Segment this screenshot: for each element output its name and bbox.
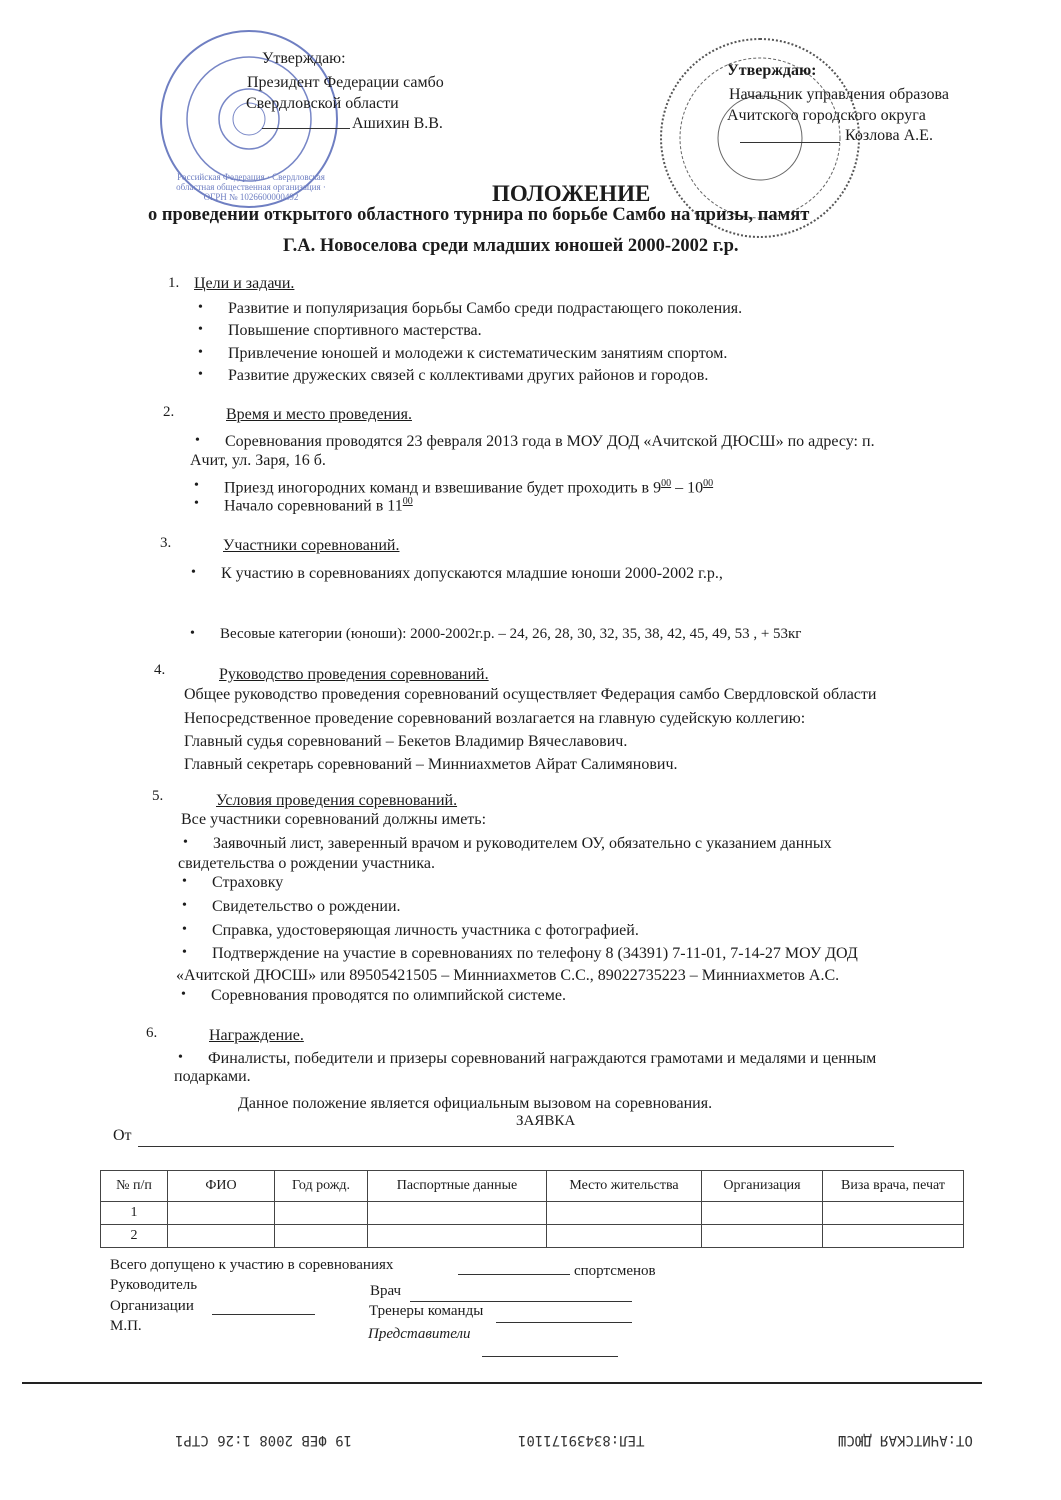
approve-right-line2: Начальник управления образова	[729, 86, 949, 103]
s5-item-5-cont: «Ачитской ДЮСШ» или 89505421505 – Минниахметов С.С., 89022735223 – Минниахметов А.С.	[176, 967, 840, 984]
application-table	[100, 1170, 964, 1248]
s2-item-2	[224, 478, 713, 497]
s2-item-2-text: Приезд иногородних команд и взвешивание будет проходить в 9	[224, 479, 662, 497]
total-admitted-line[interactable]	[458, 1274, 570, 1275]
s1-item-1: • Развитие и популяризация борьбы Самбо среди подрастающего поколения.	[228, 300, 742, 318]
section-5-heading: Условия проведения соревнований.	[216, 792, 458, 809]
document-subtitle-line1: о проведении открытого областного турнира по борьбе Самбо на призы, памят	[148, 205, 810, 225]
column-header: Место жительства	[547, 1171, 702, 1202]
federation-stamp-text: Российская Федерация · Свердловская областная общественная организация · ОГРН № 1026600000492	[176, 172, 326, 202]
column-header: ФИО	[168, 1171, 275, 1202]
signature-line-right	[740, 142, 840, 143]
s2-item-3	[224, 496, 413, 515]
s2-item-2-sup2: 00	[703, 478, 714, 489]
section-4-number: 4.	[154, 662, 166, 678]
form-from-line[interactable]	[138, 1146, 894, 1147]
fax-date: 19 ФЕВ 2008 1:26 СТР1	[175, 1432, 353, 1448]
s5-item-3: • Свидетельство о рождении.	[212, 898, 401, 916]
section-4-heading: Руководство проведения соревнований.	[219, 666, 489, 683]
table-row	[101, 1225, 964, 1248]
s5-item-5: • Подтверждение на участие в соревнованиях по телефону 8 (34391) 7-11-01, 7-14-27 МОУ ДОД	[212, 945, 858, 963]
s3-item-2: • Весовые категории (юноши): 2000-2002г.р. – 24, 26, 28, 30, 32, 35, 38, 42, 45, 49, 53 , + 53кг	[220, 626, 801, 643]
column-header: Год рожд.	[275, 1171, 368, 1202]
page-separator	[22, 1382, 982, 1384]
head-label: Руководитель	[110, 1277, 198, 1293]
doctor-label: Врач	[370, 1283, 402, 1299]
table-cell[interactable]	[368, 1202, 547, 1225]
s5-item-1: • Заявочный лист, заверенный врачом и руководителем ОУ, обязательно с указанием данных	[213, 835, 832, 853]
s4-line-3: Главный судья соревнований – Бекетов Владимир Вячеславович.	[184, 733, 628, 750]
total-admitted-label: Всего допущено к участию в соревнованиях	[110, 1257, 394, 1273]
section-1-number: 1.	[168, 275, 180, 291]
approve-right-line3: Ачитского городского округа	[727, 107, 926, 124]
fax-phone: ТЕЛ:83439171101	[518, 1432, 645, 1448]
s5-intro: Все участники соревнований должны иметь:	[181, 811, 487, 828]
form-from-label: От	[113, 1127, 132, 1144]
approve-left-line2: Президент Федерации самбо	[247, 74, 444, 91]
table-cell[interactable]	[275, 1202, 368, 1225]
table-cell[interactable]	[702, 1202, 823, 1225]
s2-item-1-cont: Ачит, ул. Заря, 16 б.	[190, 452, 326, 469]
column-header: Паспортные данные	[368, 1171, 547, 1202]
s2-item-3-text: Начало соревнований в 11	[224, 497, 403, 515]
total-admitted-suffix: спортсменов	[574, 1263, 656, 1279]
section-6-heading: Награждение.	[209, 1027, 304, 1044]
section-6-number: 6.	[146, 1025, 158, 1041]
s2-item-2-mid: – 10	[671, 479, 704, 497]
fax-sender: ОТ:АЧИТСКАЯ ДЮСШ	[838, 1432, 973, 1448]
table-cell[interactable]	[547, 1225, 702, 1248]
approve-left-line4: Ашихин В.В.	[352, 115, 443, 132]
s4-line-2: Непосредственное проведение соревнований возлагается на главную судейскую коллегию:	[184, 710, 806, 727]
section-2-heading: Время и место проведения.	[226, 406, 412, 423]
organization-label: Организации	[110, 1298, 194, 1314]
table-row	[101, 1202, 964, 1225]
column-header: Организация	[702, 1171, 823, 1202]
table-header-row	[101, 1171, 964, 1202]
table-cell[interactable]	[823, 1225, 964, 1248]
s5-item-4: • Справка, удостоверяющая личность участника с фотографией.	[212, 922, 639, 940]
table-cell[interactable]	[368, 1225, 547, 1248]
table-cell[interactable]	[168, 1202, 275, 1225]
s4-line-1: Общее руководство проведения соревнований осуществляет Федерация самбо Свердловской области	[184, 686, 877, 703]
official-call-text: Данное положение является официальным вызовом на соревнования.	[238, 1095, 713, 1112]
s1-item-2: • Повышение спортивного мастерства.	[228, 322, 482, 340]
document-title: ПОЛОЖЕНИЕ	[492, 181, 651, 206]
table-cell[interactable]	[823, 1202, 964, 1225]
column-header: № п/п	[101, 1171, 168, 1202]
s1-item-3: • Привлечение юношей и молодежи к систематическим занятиям спортом.	[228, 345, 727, 363]
s1-item-4: • Развитие дружеских связей с коллективами других районов и городов.	[228, 367, 708, 385]
document-subtitle-line2: Г.А. Новоселова среди младших юношей 2000-2002 г.р.	[283, 236, 739, 256]
row-number: 1	[101, 1202, 168, 1225]
s5-item-6: • Соревнования проводятся по олимпийской системе.	[211, 987, 566, 1005]
s3-item-1: • К участию в соревнованиях допускаются младшие юноши 2000-2002 г.р.,	[221, 565, 723, 583]
signature-line-left	[262, 128, 350, 129]
approve-right-line4: Козлова А.Е.	[845, 127, 933, 144]
organization-line[interactable]	[212, 1314, 315, 1315]
representatives-line[interactable]	[482, 1356, 618, 1357]
s2-item-1: • Соревнования проводятся 23 февраля 2013 года в МОУ ДОД «Ачитской ДЮСШ» по адресу: п.	[225, 433, 875, 451]
approve-left-line3: Свердловской области	[246, 95, 399, 112]
doctor-line[interactable]	[410, 1301, 632, 1302]
coaches-label: Тренеры команды	[369, 1303, 484, 1319]
section-3-heading: Участники соревнований.	[223, 537, 400, 554]
seal-label: М.П.	[110, 1318, 142, 1334]
table-cell[interactable]	[168, 1225, 275, 1248]
s5-item-1-cont: свидетельства о рождении участника.	[178, 855, 435, 872]
s6-item-1-cont: подарками.	[174, 1068, 251, 1085]
table-cell[interactable]	[547, 1202, 702, 1225]
row-number: 2	[101, 1225, 168, 1248]
approve-left-line1: Утверждаю:	[262, 50, 346, 67]
section-1-heading: Цели и задачи.	[194, 275, 295, 292]
section-2-number: 2.	[163, 404, 175, 420]
section-3-number: 3.	[160, 535, 172, 551]
approve-right-line1: Утверждаю:	[727, 62, 817, 79]
s2-item-3-sup: 00	[402, 496, 413, 507]
table-cell[interactable]	[275, 1225, 368, 1248]
s5-item-2: • Страховку	[212, 874, 283, 892]
coaches-line[interactable]	[496, 1322, 632, 1323]
form-title: ЗАЯВКА	[516, 1113, 576, 1129]
table-cell[interactable]	[702, 1225, 823, 1248]
representatives-label: Представители	[368, 1326, 471, 1342]
s6-item-1: • Финалисты, победители и призеры соревнований награждаются грамотами и медалями и ценным	[208, 1050, 876, 1068]
column-header: Виза врача, печат	[823, 1171, 964, 1202]
section-5-number: 5.	[152, 788, 164, 804]
s4-line-4: Главный секретарь соревнований – Минниахметов Айрат Салимянович.	[184, 756, 678, 773]
s2-item-2-sup1: 00	[661, 478, 672, 489]
